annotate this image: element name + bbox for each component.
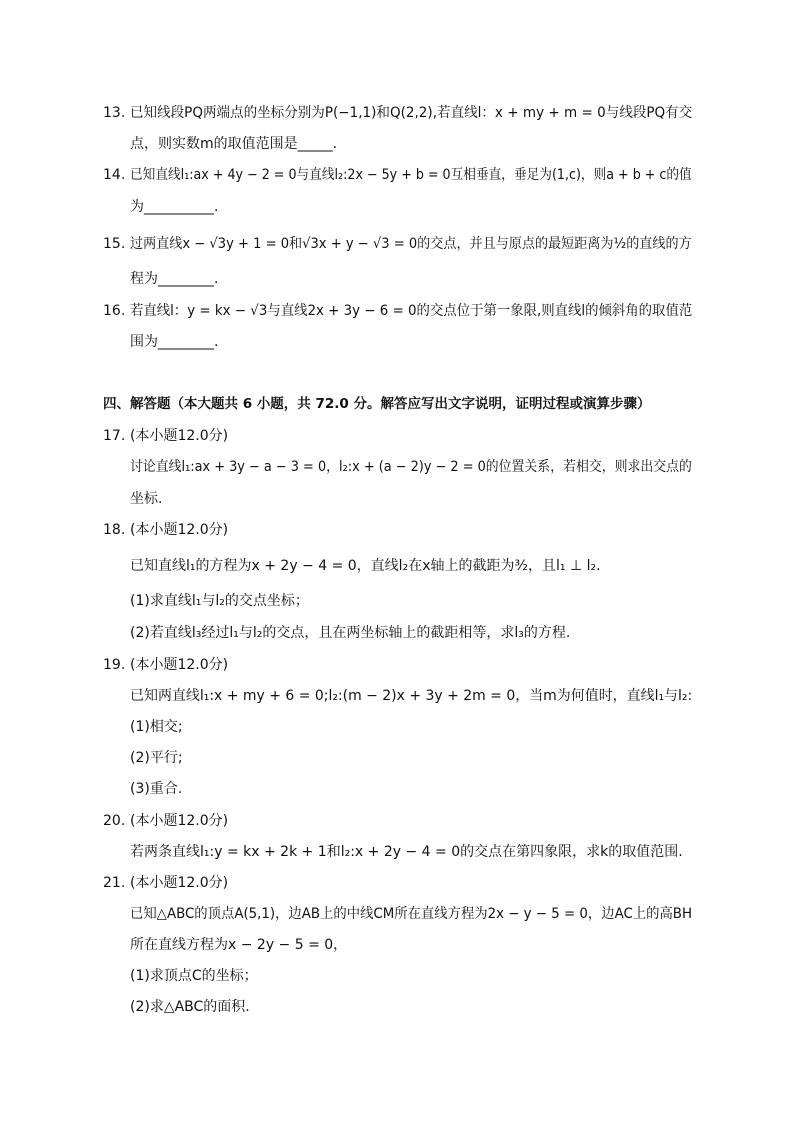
q18-line-2: (1)求直线l₁与l₂的交点坐标；: [130, 593, 309, 609]
q14-line-2: 为__________.: [130, 199, 219, 215]
q20-number: 20.: [103, 813, 126, 829]
q14-number: 14.: [103, 167, 126, 183]
q18-line-3: (2)若直线l₃经过l₁与l₂的交点，且在两坐标轴上的截距相等，求l₃的方程.: [130, 625, 571, 641]
q17-score: (本小题12.0分): [130, 428, 229, 444]
q13-line-1: 已知线段PQ两端点的坐标分别为P(−1,1)和Q(2,2),若直线l：x + my + m = 0与线段PQ有交: [130, 105, 693, 121]
q19-line-1: 已知两直线l₁:x + my + 6 = 0;l₂:(m − 2)x + 3y + 2m = 0，当m为何值时，直线l₁与l₂:: [130, 688, 693, 704]
q19-line-2: (1)相交;: [130, 719, 183, 735]
q18-line-1: 已知直线l₁的方程为x + 2y − 4 = 0，直线l₂在x轴上的截距为³⁄₂，且l₁ ⊥ l₂.: [130, 558, 601, 574]
q19-line-3: (2)平行;: [130, 750, 183, 766]
q13-line-2: 点，则实数m的取值范围是_____.: [130, 136, 338, 152]
q17-line-2: 坐标.: [130, 491, 163, 507]
q18-score: (本小题12.0分): [130, 522, 229, 538]
q19-number: 19.: [103, 657, 126, 673]
q21-score: (本小题12.0分): [130, 875, 229, 891]
q16-line-2: 围为________.: [130, 334, 219, 350]
q17-line-1: 讨论直线l₁:ax + 3y − a − 3 = 0，l₂:x + (a − 2)y − 2 = 0的位置关系，若相交，则求出交点的: [130, 459, 692, 475]
q21-line-1: 已知△ABC的顶点A(5,1)，边AB上的中线CM所在直线方程为2x − y − 5 = 0，边AC上的高BH: [130, 906, 692, 922]
q21-line-4: (2)求△ABC的面积.: [130, 999, 250, 1015]
q21-line-2: 所在直线方程为x − 2y − 5 = 0，: [130, 937, 348, 953]
section-four-heading: 四、解答题（本大题共 6 小题，共 72.0 分。解答应写出文字说明，证明过程或演算步骤）: [103, 396, 651, 412]
q19-line-4: (3)重合.: [130, 781, 183, 797]
q13-number: 13.: [103, 105, 126, 121]
q18-number: 18.: [103, 522, 126, 538]
q17-number: 17.: [103, 428, 126, 444]
q15-number: 15.: [103, 236, 126, 252]
q21-line-3: (1)求顶点C的坐标；: [130, 968, 258, 984]
q20-score: (本小题12.0分): [130, 813, 229, 829]
q14-line-1: 已知直线l₁:ax + 4y − 2 = 0与直线l₂:2x − 5y + b = 0互相垂直，垂足为(1,c)，则a + b + c的值: [130, 167, 692, 183]
q16-line-1: 若直线l：y = kx − √3与直线2x + 3y − 6 = 0的交点位于第一象限,则直线l的倾斜角的取值范: [130, 303, 693, 319]
q16-number: 16.: [103, 303, 126, 319]
q21-number: 21.: [103, 875, 126, 891]
q15-line-2: 程为________.: [130, 271, 219, 287]
q19-score: (本小题12.0分): [130, 657, 229, 673]
q15-line-1: 过两直线x − √3y + 1 = 0和√3x + y − √3 = 0的交点，并且与原点的最短距离为½的直线的方: [130, 236, 692, 252]
q20-line-1: 若两条直线l₁:y = kx + 2k + 1和l₂:x + 2y − 4 = 0的交点在第四象限，求k的取值范围.: [130, 844, 683, 860]
